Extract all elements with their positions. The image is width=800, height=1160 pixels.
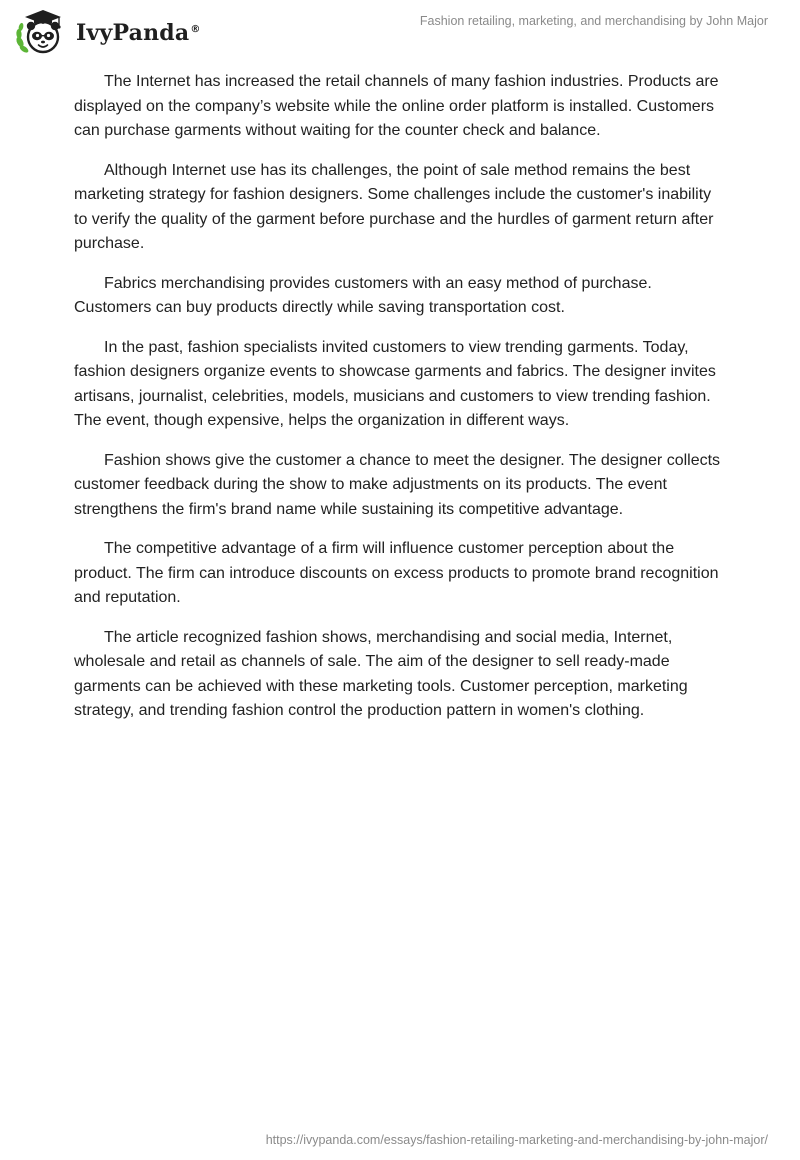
page-header [0, 0, 800, 62]
source-url-link[interactable]: https://ivypanda.com/essays/fashion-retailing-marketing-and-merchandising-by-john-major/ [265, 1133, 768, 1147]
paragraph-7: The article recognized fashion shows, merchandising and social media, Internet, wholesale and retail as channels of sale. The aim of the designer to sell ready-made garments can be achieved with these marketing tools. Customer perception, marketing strategy, and trending fashion control the production pattern in women's clothing. [74, 628, 688, 719]
paragraph-5: Fashion shows give the customer a chance to meet the designer. The designer collects customer feedback during the show to make adjustments on its products. The event strengthens the firm's brand name while sustaining its competitive advantage. [74, 451, 721, 518]
paragraph-6: The competitive advantage of a firm will influence customer perception about the product. The firm can introduce discounts on excess products to promote brand recognition and reputation. [74, 540, 719, 606]
registered-mark: ® [190, 23, 201, 35]
paragraph-3: Fabrics merchandising provides customers with an easy method of purchase. Customers can buy products directly while saving transportation cost. [74, 274, 652, 316]
paragraph-4: In the past, fashion specialists invited customers to view trending garments. Today, fashion designers organize events to showcase garments and fabrics. The designer invites artisans, journalist, celebrities, models, musicians and customers to view trending fashion. The event, though expensive, helps the organization in different ways. [74, 338, 716, 429]
paragraph-1: The Internet has increased the retail channels of many fashion industries. Products are displayed on the company’s website while the online order platform is installed. Customers can purchase garments without waiting for the counter check and balance. [74, 73, 719, 139]
brand-name: IvyPanda® [76, 20, 201, 46]
essay-body [74, 70, 724, 739]
document-title: Fashion retailing, marketing, and merchandising by John Major [419, 14, 768, 28]
panda-graduate-icon [14, 8, 72, 56]
ivypanda-logo[interactable] [14, 8, 201, 56]
paragraph-2: Although Internet use has its challenges, the point of sale method remains the best marketing strategy for fashion designers. Some challenges include the customer's inability to verify the quality of the garment before purchase and the hurdles of garment return after purchase. [74, 161, 714, 252]
